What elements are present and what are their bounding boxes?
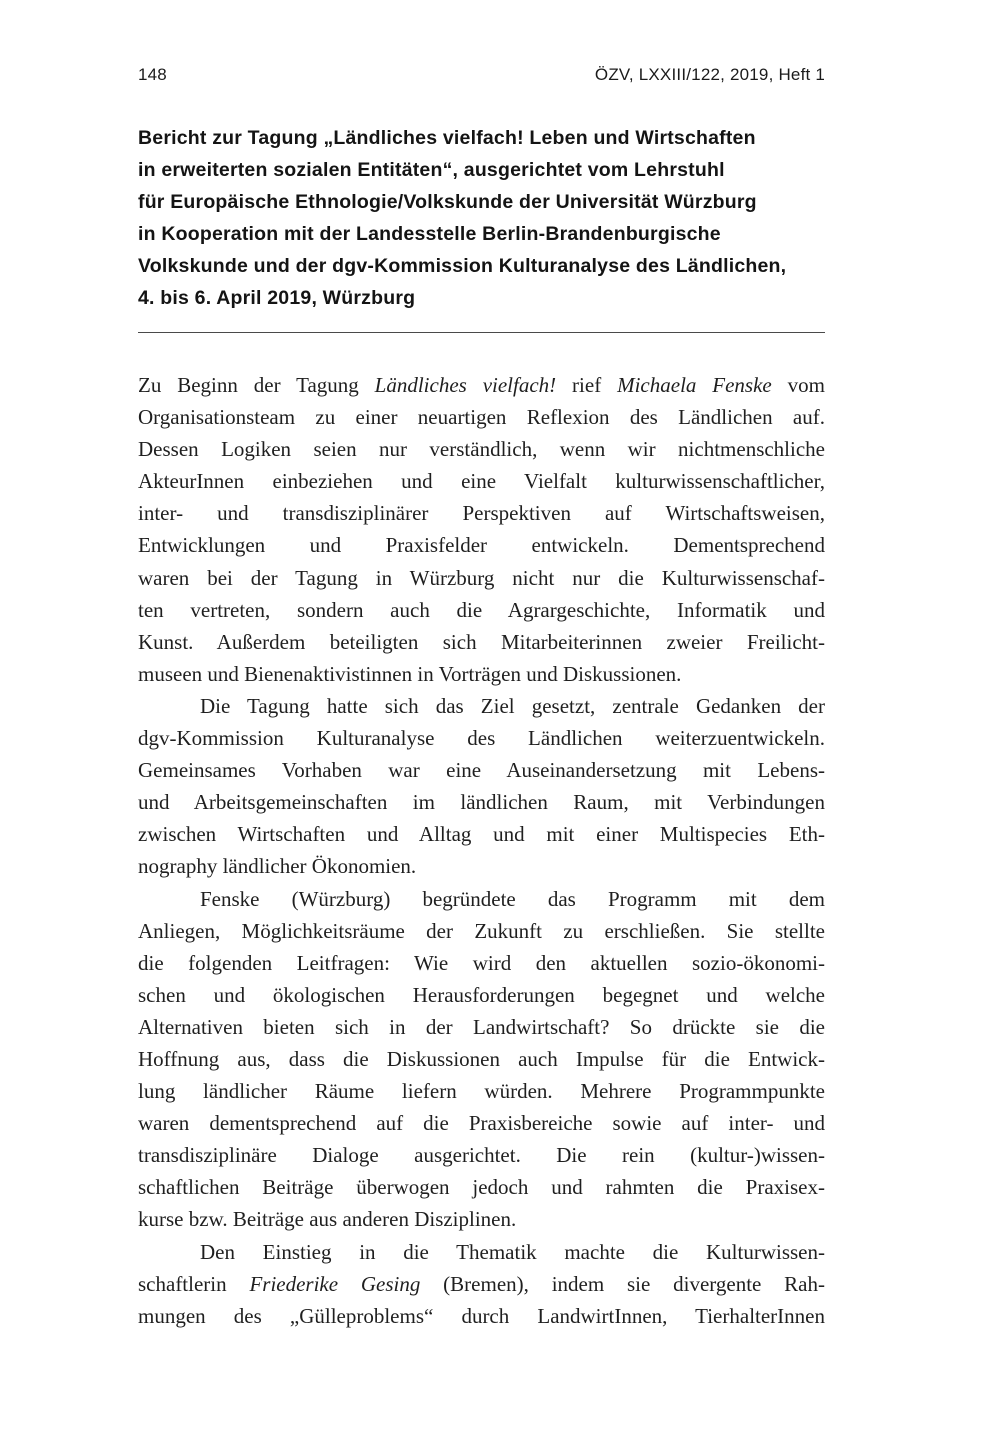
text-line: Die Tagung hatte sich das Ziel gesetzt, zentrale Gedanken der xyxy=(200,693,825,718)
text-line: kurse bzw. Beiträge aus anderen Disziplinen. xyxy=(138,1207,517,1232)
italic-text: Michaela Fenske xyxy=(617,373,772,397)
text-line: waren dementsprechend auf die Praxisbereiche sowie auf inter- und xyxy=(138,1111,825,1136)
title-line: Bericht zur Tagung „Ländliches vielfach! Leben und Wirtschaften xyxy=(138,127,756,149)
text-line: ten vertreten, sondern auch die Agrargeschichte, Informatik und xyxy=(138,597,825,622)
text-line: Zu Beginn der Tagung Ländliches vielfach! rief Michaela Fenske vom xyxy=(138,373,825,397)
title-line: 4. bis 6. April 2019, Würzburg xyxy=(138,287,416,309)
text-line: Organisationsteam zu einer neuartigen Reflexion des Ländlichen auf. xyxy=(138,405,825,430)
text-line: Anliegen, Möglichkeitsräume der Zukunft zu erschließen. Sie stellte xyxy=(138,918,825,943)
page-number: 148 xyxy=(138,65,167,84)
title-line: Volkskunde und der dgv-Kommission Kulturanalyse des Ländlichen, xyxy=(138,255,787,277)
page-header xyxy=(138,64,825,85)
text-line: mungen des „Gülleproblems“ durch LandwirtInnen, TierhalterInnen xyxy=(138,1303,825,1328)
text-line: Fenske (Würzburg) begründete das Programm mit dem xyxy=(200,886,825,911)
text-line: waren bei der Tagung in Würzburg nicht nur die Kulturwissenschaf- xyxy=(138,565,825,590)
italic-text: Friederike Gesing xyxy=(249,1271,421,1296)
text-line: lung ländlicher Räume liefern würden. Mehrere Programmpunkte xyxy=(138,1079,825,1104)
text-line: Entwicklungen und Praxisfelder entwickeln. Dementsprechend xyxy=(138,533,825,558)
text-line: inter- und transdisziplinärer Perspektiven auf Wirtschaftsweisen, xyxy=(138,501,825,526)
text-line: schaftlerin Friederike Gesing (Bremen), indem sie divergente Rah- xyxy=(138,1271,825,1296)
title-line: für Europäische Ethnologie/Volkskunde der Universität Würzburg xyxy=(138,191,757,213)
journal-reference: ÖZV, LXXIII/122, 2019, Heft 1 xyxy=(594,65,825,84)
report-title xyxy=(138,122,825,314)
text-line: schaftlichen Beiträge überwogen jedoch und rahmten die Praxisex- xyxy=(138,1175,825,1200)
text-line: schen und ökologischen Herausforderungen begegnet und welche xyxy=(138,982,825,1007)
text-line: zwischen Wirtschaften und Alltag und mit einer Multispecies Eth- xyxy=(138,822,825,847)
text-line: museen und Bienenaktivistinnen in Vorträgen und Diskussionen. xyxy=(138,661,682,686)
text-line: transdisziplinäre Dialoge ausgerichtet. Die rein (kultur-)wissen- xyxy=(138,1143,825,1168)
text-line: AkteurInnen einbeziehen und eine Vielfalt kulturwissenschaftlicher, xyxy=(138,469,825,494)
text-line: nography ländlicher Ökonomien. xyxy=(138,854,417,879)
page-content xyxy=(138,64,825,1332)
text-line: Hoffnung aus, dass die Diskussionen auch Impulse für die Entwick- xyxy=(138,1046,825,1071)
text-line: Alternativen bieten sich in der Landwirtschaft? So drückte sie die xyxy=(138,1014,825,1039)
article-body xyxy=(138,369,825,1332)
text-line: dgv-Kommission Kulturanalyse des Ländlichen weiterzuentwickeln. xyxy=(138,726,825,751)
text-line: Dessen Logiken seien nur verständlich, wenn wir nichtmenschliche xyxy=(138,437,825,462)
text-line: und Arbeitsgemeinschaften im ländlichen Raum, mit Verbindungen xyxy=(138,790,825,815)
text-line: Gemeinsames Vorhaben war eine Auseinandersetzung mit Lebens- xyxy=(138,758,825,783)
text-line: die folgenden Leitfragen: Wie wird den aktuellen sozio-ökonomi- xyxy=(138,950,825,975)
title-line: in erweiterten sozialen Entitäten“, ausgerichtet vom Lehrstuhl xyxy=(138,159,725,181)
italic-text: Ländliches vielfach! xyxy=(374,373,557,397)
text-line: Den Einstieg in die Thematik machte die Kulturwissen- xyxy=(200,1239,825,1264)
title-divider-rule xyxy=(138,332,825,333)
text-line: Kunst. Außerdem beteiligten sich Mitarbeiterinnen zweier Freilicht- xyxy=(138,629,825,654)
title-line: in Kooperation mit der Landesstelle Berlin-Brandenburgische xyxy=(138,223,721,245)
